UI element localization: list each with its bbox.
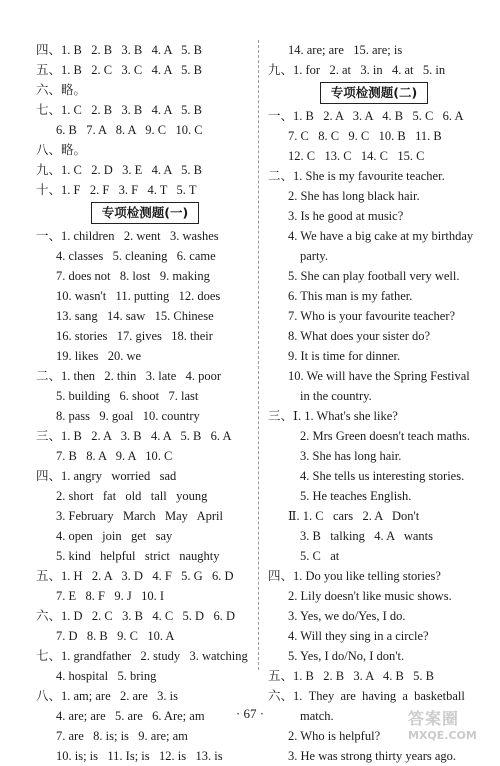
answer-line: 5. She can play football very well. bbox=[288, 269, 460, 283]
answer-line: 8. What does your sister do? bbox=[288, 329, 431, 343]
answer-line: 五、1. B 2. C 3. C 4. A 5. B bbox=[36, 63, 202, 77]
answer-line: 2. Who is helpful? bbox=[288, 729, 381, 743]
answer-line: 九、1. for 2. at 3. in 4. at 5. in bbox=[268, 63, 446, 77]
answer-line: 四、1. Do you like telling stories? bbox=[268, 569, 441, 583]
answer-line: 4. open join get say bbox=[56, 529, 173, 543]
answer-line: 4. hospital 5. bring bbox=[56, 669, 157, 683]
answer-line: 8. pass 9. goal 10. country bbox=[56, 409, 200, 423]
answer-line: 二、1. She is my favourite teacher. bbox=[268, 169, 445, 183]
answer-line: 13. sang 14. saw 15. Chinese bbox=[56, 309, 214, 323]
answer-line: 4. We have a big cake at my birthday bbox=[288, 229, 474, 243]
section-heading: 专项检测题(二) bbox=[320, 82, 428, 104]
page-number: · 67 · bbox=[235, 706, 265, 721]
answer-line: 七、1. grandfather 2. study 3. watching bbox=[36, 649, 248, 663]
left-column bbox=[36, 40, 254, 766]
section-heading-wrap bbox=[268, 80, 480, 106]
answer-line: 2. She has long black hair. bbox=[288, 189, 420, 203]
answer-line: 十、1. F 2. F 3. F 4. T 5. T bbox=[36, 183, 197, 197]
answer-line: 2. Lily doesn't like music shows. bbox=[288, 589, 452, 603]
section-heading-wrap bbox=[36, 200, 254, 226]
answer-line: 4. She tells us interesting stories. bbox=[300, 469, 465, 483]
answer-line: party. bbox=[300, 249, 328, 263]
answer-line: 四、1. angry worried sad bbox=[36, 469, 177, 483]
answer-line: 五、1. B 2. B 3. A 4. B 5. B bbox=[268, 669, 434, 683]
answer-line: 2. short fat old tall young bbox=[56, 489, 208, 503]
answer-line: 二、1. then 2. thin 3. late 4. poor bbox=[36, 369, 222, 383]
answer-line: 一、1. B 2. A 3. A 4. B 5. C 6. A bbox=[268, 109, 464, 123]
answer-line: 三、1. B 2. A 3. B 4. A 5. B 6. A bbox=[36, 429, 232, 443]
answer-line: 5. He teaches English. bbox=[300, 489, 412, 503]
watermark-text-top: 答案圈 bbox=[408, 709, 460, 728]
answer-line: 六、略。 bbox=[36, 83, 87, 97]
column-divider bbox=[258, 40, 260, 670]
answer-line: 2. Mrs Green doesn't teach maths. bbox=[300, 429, 470, 443]
answer-line: match. bbox=[300, 709, 334, 723]
answer-line: in the country. bbox=[300, 389, 372, 403]
answer-line: 4. classes 5. cleaning 6. came bbox=[56, 249, 216, 263]
answer-line: 九、1. C 2. D 3. E 4. A 5. B bbox=[36, 163, 202, 177]
watermark-logo bbox=[408, 706, 496, 742]
answer-line: 7. does not 8. lost 9. making bbox=[56, 269, 210, 283]
answer-line: 三、Ⅰ. 1. What's she like? bbox=[268, 409, 398, 423]
answer-line: 6. B 7. A 8. A 9. C 10. C bbox=[56, 123, 203, 137]
answer-line: 六、1. D 2. C 3. B 4. C 5. D 6. D bbox=[36, 609, 235, 623]
answer-line: 八、略。 bbox=[36, 143, 87, 157]
answer-line: 3. February March May April bbox=[56, 509, 223, 523]
answer-line: 7. Who is your favourite teacher? bbox=[288, 309, 456, 323]
answer-line: 五、1. H 2. A 3. D 4. F 5. G 6. D bbox=[36, 569, 234, 583]
answer-line: 5. building 6. shoot 7. last bbox=[56, 389, 199, 403]
answer-line: 5. Yes, I do/No, I don't. bbox=[288, 649, 405, 663]
answer-line: 12. C 13. C 14. C 15. C bbox=[288, 149, 425, 163]
answer-line: 6. This man is my father. bbox=[288, 289, 413, 303]
answer-line: 3. She has long hair. bbox=[300, 449, 402, 463]
answer-line: 3. Is he good at music? bbox=[288, 209, 404, 223]
answer-line: 3. B talking 4. A wants bbox=[300, 529, 433, 543]
answer-line: 3. Yes, we do/Yes, I do. bbox=[288, 609, 406, 623]
watermark-text-bottom: MXQE.COM bbox=[408, 729, 477, 742]
answer-line: 19. likes 20. we bbox=[56, 349, 142, 363]
answer-line: 9. It is time for dinner. bbox=[288, 349, 401, 363]
answer-line: 四、1. B 2. B 3. B 4. A 5. B bbox=[36, 43, 202, 57]
answer-line: 10. wasn't 11. putting 12. does bbox=[56, 289, 221, 303]
right-column bbox=[268, 40, 480, 766]
answer-line: 14. are; are 15. are; is bbox=[288, 43, 403, 57]
answer-line: 10. is; is 11. Is; is 12. is 13. is bbox=[56, 749, 223, 763]
answer-line: 5. kind helpful strict naughty bbox=[56, 549, 220, 563]
answer-line: 八、1. am; are 2. are 3. is bbox=[36, 689, 178, 703]
answer-line: 4. Will they sing in a circle? bbox=[288, 629, 429, 643]
answer-line: Ⅱ. 1. C cars 2. A Don't bbox=[288, 509, 420, 523]
answer-line: 七、1. C 2. B 3. B 4. A 5. B bbox=[36, 103, 202, 117]
answer-line: 一、1. children 2. went 3. washes bbox=[36, 229, 219, 243]
answer-line: 16. stories 17. gives 18. their bbox=[56, 329, 213, 343]
answer-line: 10. We will have the Spring Festival bbox=[288, 369, 470, 383]
answer-line: 5. C at bbox=[300, 549, 340, 563]
answer-line: 7. C 8. C 9. C 10. B 11. B bbox=[288, 129, 442, 143]
answer-line: 7. E 8. F 9. J 10. I bbox=[56, 589, 164, 603]
answer-line: 六、1. They are having a basketball bbox=[268, 689, 465, 703]
answer-line: 3. He was strong thirty years ago. bbox=[288, 749, 457, 763]
section-heading: 专项检测题(一) bbox=[91, 202, 199, 224]
answer-line: 7. D 8. B 9. C 10. A bbox=[56, 629, 175, 643]
answer-line: 7. are 8. is; is 9. are; am bbox=[56, 729, 188, 743]
answer-line: 4. are; are 5. are 6. Are; am bbox=[56, 709, 205, 723]
answer-line: 7. B 8. A 9. A 10. C bbox=[56, 449, 173, 463]
